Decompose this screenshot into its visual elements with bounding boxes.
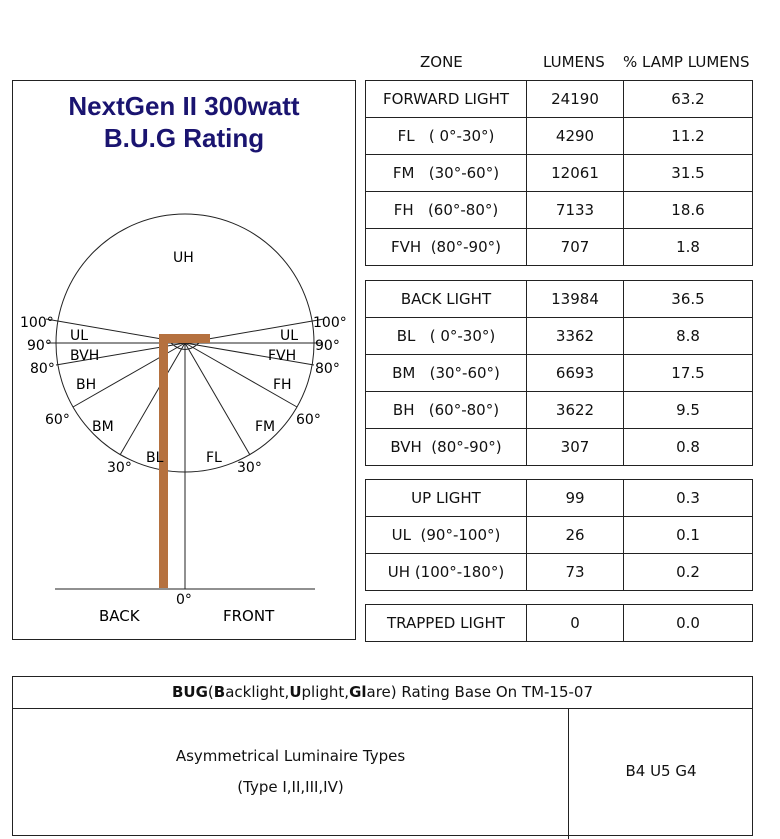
heading-part: are) Rating Base On TM-15-07 <box>366 683 594 701</box>
zone-label-fl: FL <box>206 450 222 466</box>
table-row <box>366 192 753 229</box>
lumens-cell: 307 <box>527 429 624 466</box>
angle-label-80-right: 80° <box>315 361 340 377</box>
zone-label-uh: UH <box>173 250 194 266</box>
luminaire-type-line1: Asymmetrical Luminaire Types <box>175 747 406 765</box>
diagram-title-line1: NextGen II 300watt <box>68 91 300 121</box>
pct-cell: 17.5 <box>624 355 753 392</box>
table-row <box>366 554 753 591</box>
zone-cell: BACK LIGHT <box>366 281 527 318</box>
heading-bug: BUG <box>171 683 208 701</box>
table-row <box>366 517 753 554</box>
zone-label-ul-left: UL <box>70 328 89 344</box>
pct-cell: 0.8 <box>624 429 753 466</box>
pct-cell: 0.1 <box>624 517 753 554</box>
angle-label-30-left: 30° <box>107 460 132 476</box>
angle-label-30-right: 30° <box>237 460 262 476</box>
zone-diagram <box>13 81 357 641</box>
heading-part: ( <box>207 683 214 701</box>
zone-label-fh: FH <box>273 377 292 393</box>
zone-cell: BM (30°-60°) <box>366 355 527 392</box>
zone-cell: BVH (80°-90°) <box>366 429 527 466</box>
zone-cell: TRAPPED LIGHT <box>366 605 527 642</box>
trapped-light-table <box>365 604 753 642</box>
angle-label-60-left: 60° <box>45 412 70 428</box>
angle-label-90-left: 90° <box>27 338 52 354</box>
zone-cell: FH (60°-80°) <box>366 192 527 229</box>
zone-line-30-right <box>185 343 250 455</box>
table-row <box>366 118 753 155</box>
lumens-cell: 0 <box>527 605 624 642</box>
pct-cell: 8.8 <box>624 318 753 355</box>
pct-cell: 18.6 <box>624 192 753 229</box>
pct-cell: 36.5 <box>624 281 753 318</box>
heading-part: plight, <box>301 683 350 701</box>
table-row <box>366 229 753 266</box>
zone-label-bvh: BVH <box>70 348 100 364</box>
zone-label-ul-right: UL <box>280 328 299 344</box>
table-row <box>366 605 753 642</box>
lumens-cell: 99 <box>527 480 624 517</box>
zone-cell: FVH (80°-90°) <box>366 229 527 266</box>
angle-label-60-right: 60° <box>296 412 321 428</box>
zone-cell: FM (30°-60°) <box>366 155 527 192</box>
table-row <box>366 480 753 517</box>
lumens-cell: 6693 <box>527 355 624 392</box>
angle-label-90-right: 90° <box>315 338 340 354</box>
table-row <box>366 429 753 466</box>
bug-diagram-panel <box>12 80 356 640</box>
zone-label-bm: BM <box>92 419 114 435</box>
zone-line-30-left <box>120 343 185 455</box>
bug-rating-heading <box>13 677 752 709</box>
pct-cell: 63.2 <box>624 81 753 118</box>
pct-cell: 1.8 <box>624 229 753 266</box>
lumens-cell: 3622 <box>527 392 624 429</box>
zone-cell: FORWARD LIGHT <box>366 81 527 118</box>
heading-part: acklight, <box>225 683 290 701</box>
zone-cell: UL (90°-100°) <box>366 517 527 554</box>
table-row <box>366 355 753 392</box>
up-light-table <box>365 479 753 591</box>
zone-cell: FL ( 0°-30°) <box>366 118 527 155</box>
lumens-cell: 73 <box>527 554 624 591</box>
zone-label-bh: BH <box>76 377 97 393</box>
pct-cell: 0.0 <box>624 605 753 642</box>
front-label: FRONT <box>223 607 275 625</box>
zone-cell: BL ( 0°-30°) <box>366 318 527 355</box>
pct-cell: 11.2 <box>624 118 753 155</box>
column-header-zone: ZONE <box>420 53 463 71</box>
lumens-cell: 26 <box>527 517 624 554</box>
zone-cell: BH (60°-80°) <box>366 392 527 429</box>
angle-label-0: 0° <box>176 592 192 608</box>
lumens-cell: 707 <box>527 229 624 266</box>
column-header-lumens: LUMENS <box>543 53 605 71</box>
table-row <box>366 392 753 429</box>
heading-gl: Gl <box>349 683 367 701</box>
pole-arm <box>159 334 210 343</box>
lumens-cell: 13984 <box>527 281 624 318</box>
bug-rating-value: B4 U5 G4 <box>625 762 697 780</box>
heading-u: U <box>289 683 302 701</box>
zone-label-fm: FM <box>255 419 276 435</box>
zone-label-bl: BL <box>146 450 164 466</box>
back-label: BACK <box>99 607 140 625</box>
table-row <box>366 81 753 118</box>
table-row <box>366 155 753 192</box>
lumens-cell: 3362 <box>527 318 624 355</box>
table-row <box>366 281 753 318</box>
table-row <box>366 318 753 355</box>
angle-label-100-right: 100° <box>313 315 347 331</box>
forward-light-table <box>365 80 753 266</box>
heading-b: B <box>213 683 226 701</box>
lumens-cell: 7133 <box>527 192 624 229</box>
pct-cell: 0.3 <box>624 480 753 517</box>
lumens-cell: 24190 <box>527 81 624 118</box>
angle-label-80-left: 80° <box>30 361 55 377</box>
lumens-cell: 12061 <box>527 155 624 192</box>
pct-cell: 0.2 <box>624 554 753 591</box>
angle-label-100-left: 100° <box>20 315 54 331</box>
zone-label-fvh: FVH <box>268 348 297 364</box>
luminaire-type-cell <box>13 709 568 839</box>
bug-rating-panel <box>12 676 753 836</box>
pct-cell: 9.5 <box>624 392 753 429</box>
zone-cell: UP LIGHT <box>366 480 527 517</box>
lumens-cell: 4290 <box>527 118 624 155</box>
back-light-table <box>365 280 753 466</box>
column-header-pct-lamp-lumens: % LAMP LUMENS <box>623 53 750 71</box>
pct-cell: 31.5 <box>624 155 753 192</box>
luminaire-type-line2: (Type I,II,III,IV) <box>237 778 344 796</box>
zone-cell: UH (100°-180°) <box>366 554 527 591</box>
diagram-title-line2: B.U.G Rating <box>103 123 265 153</box>
